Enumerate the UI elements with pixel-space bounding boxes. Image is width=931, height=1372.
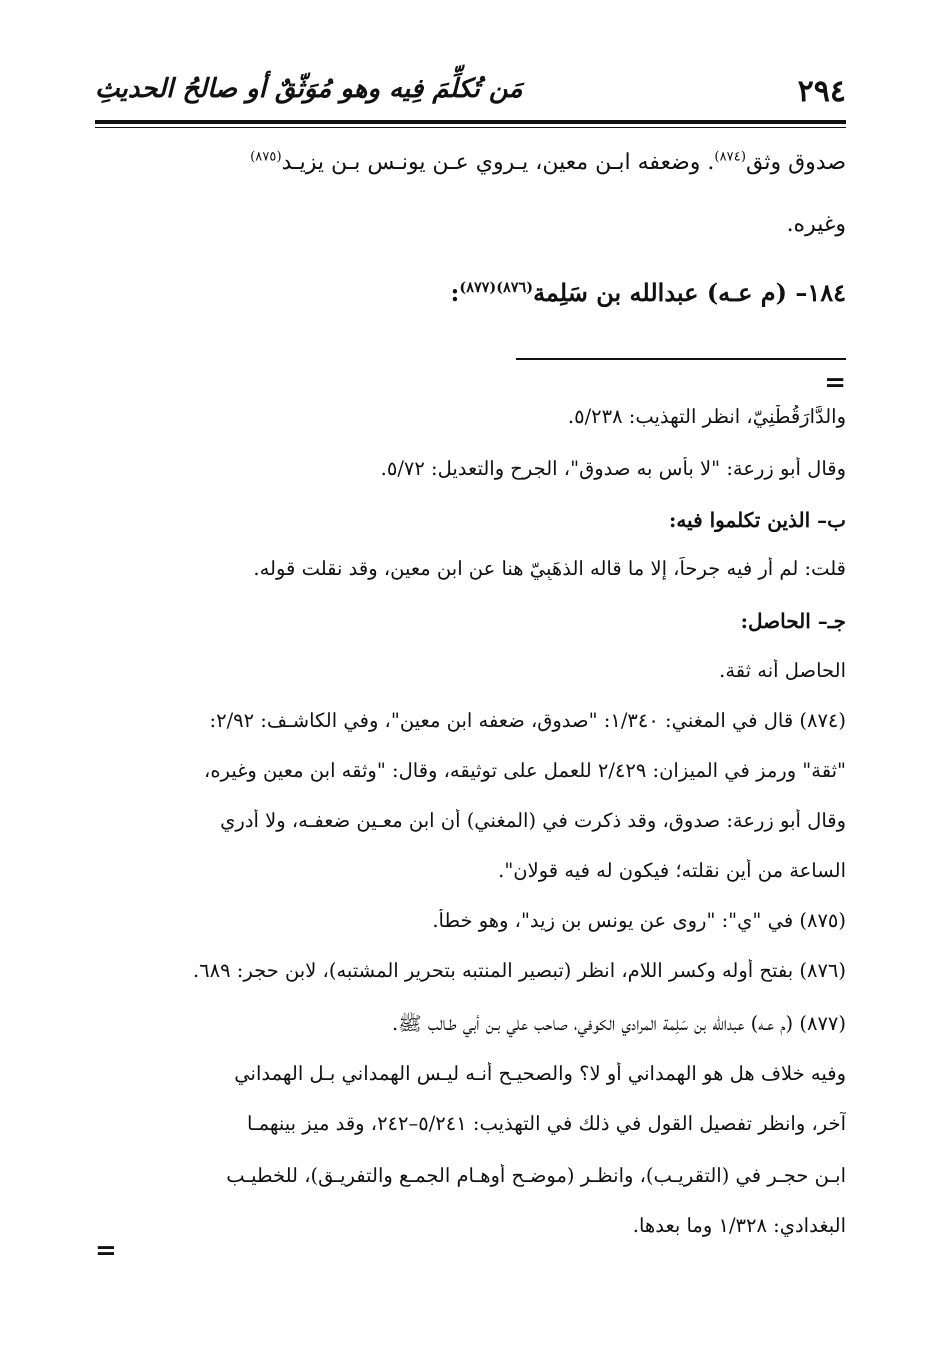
footnote-876-line: (٨٧٦) بفتح أوله وكسر اللام، انظر (تبصير المنتبه بتحرير المشتبه)، لابن حجر: ٦٨٩. bbox=[192, 959, 846, 982]
footnote-ref-874[interactable]: (٨٧٤) bbox=[714, 150, 746, 165]
footnote-874-line: الساعة من أين نقلته؛ فيكون له فيه قولان". bbox=[498, 859, 846, 882]
footnote-877-line: آخر، وانظر تفصيل القول في ذلك في التهذيب: ٥/٢٤١–٢٤٢، وقد ميز بينهمـا bbox=[247, 1112, 846, 1135]
header-rule-thick bbox=[95, 120, 846, 124]
footnote-line: وقال أبو زرعة: "لا بأس به صدوق"، الجرح والتعديل: ٥/٧٢. bbox=[380, 457, 846, 480]
section-heading-b: ب– الذين تكلموا فيه: bbox=[668, 508, 846, 532]
note-line: قلت: لم أر فيه جرحاً، إلا ما قاله الذهَبِيّ هنا عن ابن معين، وقد نقلت قوله. bbox=[253, 557, 846, 580]
footnote-875-line: (٨٧٥) في "ي": "روى عن يونس بن زيد"، وهو خطأ. bbox=[432, 909, 846, 932]
footnote-877-line: (٨٧٧) (م عـه) عبدالله بن سَلِمة المرادي الكوفي، صاحب علي بـن أبي طـالب ﷺ. bbox=[391, 1012, 846, 1035]
entry-heading: ١٨٤– (م عـه) عبدالله بن سَلِمة$^{(٨٧٦)(٨٧٧)}$: bbox=[450, 278, 846, 307]
summary-line: الحاصل أنه ثقة. bbox=[719, 659, 846, 682]
footnote-refs-876-877[interactable]: (٨٧٦)(٨٧٧) bbox=[459, 279, 534, 296]
page-number: ٢٩٤ bbox=[797, 74, 846, 109]
footnote-separator bbox=[516, 358, 846, 360]
body-line-2: وغيره. bbox=[786, 212, 846, 237]
footnote-877-line: ابـن حجـر في (التقريـب)، وانظـر (موضـح أوهـام الجمـع والتفريـق)، للخطيـب bbox=[226, 1164, 846, 1187]
body-line-1: صدوق وثق$^{(٨٧٤)}$. وضعفه ابـن معين، يـروي عـن يونـس بـن يزيـد$^{(٨٧٥)}$ bbox=[250, 150, 846, 175]
note-label: قلت: bbox=[804, 557, 846, 580]
footnote-874-line: (٨٧٤) قال في المغني: ١/٣٤٠: "صدوق، ضعفه ابن معين"، وفي الكاشـف: ٢/٩٢: bbox=[209, 709, 846, 732]
footnote-877-line: البغدادي: ١/٣٢٨ وما بعدها. bbox=[632, 1214, 846, 1237]
footnote-874-line: "ثقة" ورمز في الميزان: ٢/٤٢٩ للعمل على توثيقه، وقال: "وثقه ابن معين وغيره، bbox=[204, 759, 846, 782]
section-heading-c: جـ– الحاصل: bbox=[740, 609, 846, 633]
footnote-ref-875[interactable]: (٨٧٥) bbox=[250, 150, 282, 165]
page-header bbox=[95, 60, 846, 118]
footnote-877-line: وفيه خلاف هل هو الهمداني أو لا؟ والصحيـح أنـه ليـس الهمداني بـل الهمداني bbox=[234, 1062, 846, 1085]
footnote-874-line: وقال أبو زرعة: صدوق، وقد ذكرت في (المغني) أن ابن معـين ضعفـه، ولا أدري bbox=[220, 809, 846, 832]
page-end-mark: = bbox=[95, 1236, 117, 1266]
continuation-mark: = bbox=[824, 368, 846, 398]
header-rule-thin bbox=[95, 127, 846, 128]
footnote-line: والدَّارَقُطْنِيّ، انظر التهذيب: ٥/٢٣٨. bbox=[567, 405, 846, 428]
running-title: مَن تُكلِّمَ فِيه وهو مُوَثّقٌ أو صالحُ الحديثِ bbox=[95, 74, 523, 104]
